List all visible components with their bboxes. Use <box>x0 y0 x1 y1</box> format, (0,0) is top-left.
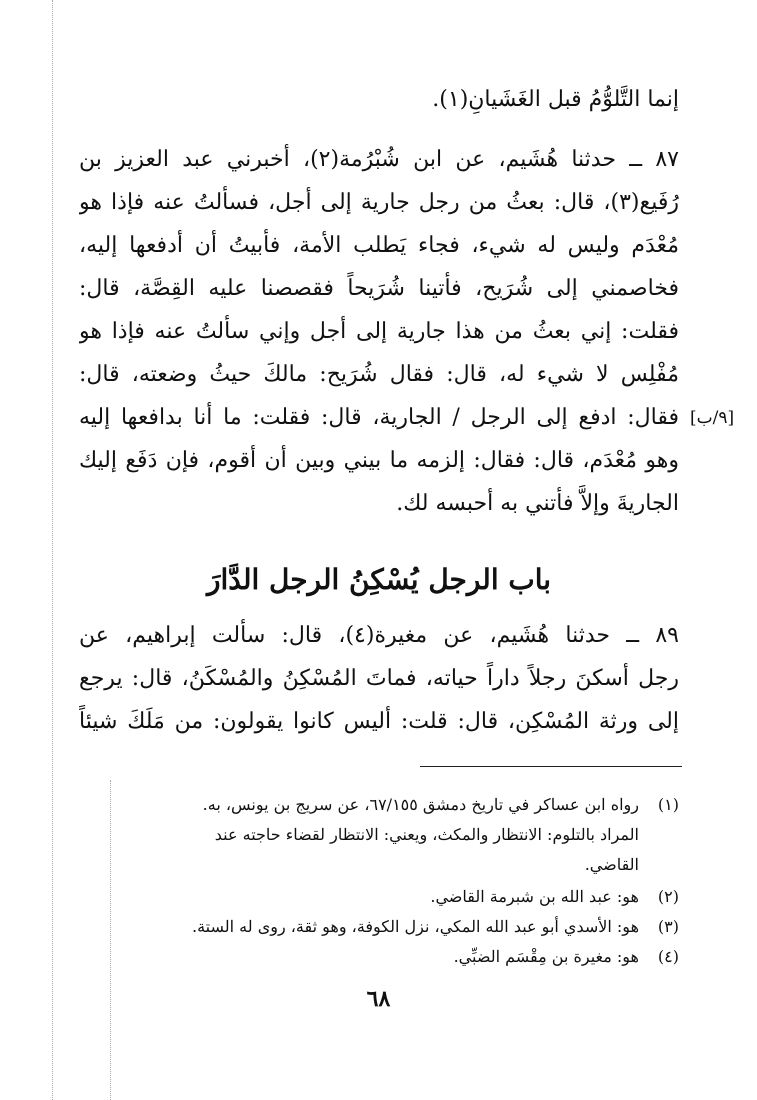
footnote-text: المراد بالتلوم: الانتظار والمكث، ويعني: الانتظار لقضاء حاجته عند <box>214 825 639 844</box>
footnote <box>79 790 679 819</box>
body-line: إنما التَّلوُّمُ قبل الغَشَيانِ(١). <box>432 87 679 112</box>
footnote-number: (٤) <box>657 947 679 966</box>
footnote-text: هو: الأسدي أبو عبد الله المكي، نزل الكوفة، وهو ثقة، روى له الستة. <box>191 917 639 936</box>
footnote-number: (٣) <box>657 917 679 936</box>
folio-margin-note: [٩/ب] <box>690 408 735 428</box>
footnote-number: (١) <box>657 795 679 814</box>
chapter-title: باب الرجل يُسْكِنُ الرجل الدَّارَ <box>206 563 552 596</box>
section-line: رجل أسكنَ رجلاً داراً حياته، فماتَ المُسْكِنُ والمُسْكَنُ، قال: يرجع <box>79 666 679 691</box>
body-line: رُفَيع(٣)، قال: بعثُ من رجل جارية إلى أجل، فسألتُ عنه فإذا هو <box>79 190 679 215</box>
footnote-separator <box>420 766 682 767</box>
page-number: ٦٨ <box>366 986 391 1012</box>
scan-margin-dots-left <box>52 0 53 1100</box>
body-line: فخاصمني إلى شُرَيح، فأتينا شُرَيحاً فقصصنا عليه القِصَّة، قال: <box>79 276 679 301</box>
footnote <box>79 912 679 941</box>
footnote <box>79 882 679 911</box>
body-line: الجاريةَ وإلاَّ فأتني به أحبسه لك. <box>396 491 679 516</box>
body-line: فقال: ادفع إلى الرجل / الجارية، قال: فقلت: ما أنا بدافعها إليه <box>79 405 679 430</box>
footnote-text: القاضي. <box>584 855 639 874</box>
body-line: مُفْلِس لا شيء له، قال: فقال شُرَيح: مالكَ حيثُ وضعته، قال: <box>79 362 679 387</box>
footnote-number: (٢) <box>657 887 679 906</box>
footnote <box>79 850 639 879</box>
body-line: ٨٧ ــ حدثنا هُشَيم، عن ابن شُبْرُمة(٢)، أخبرني عبد العزيز بن <box>79 147 679 172</box>
footnote <box>79 942 679 971</box>
section-line: إلى ورثة المُسْكِن، قال: قلت: أليس كانوا يقولون: من مَلَكَ شيئاً <box>79 709 679 734</box>
footnote-text: هو: مغيرة بن مِقْسَم الضبِّي. <box>453 947 639 966</box>
body-line: فقلت: إني بعثُ من هذا جارية إلى أجل وإني سألتُ عنه فإذا هو <box>79 319 679 344</box>
footnote-text: رواه ابن عساكر في تاريخ دمشق ٦٧/١٥٥، عن سريج بن يونس، به. <box>202 795 639 814</box>
body-line: وهو مُعْدَم، قال: فقال: إلزمه ما بيني وبين أن أقوم، فإن دَفَع إليك <box>79 448 679 473</box>
section-line: ٨٩ ــ حدثنا هُشَيم، عن مغيرة(٤)، قال: سألت إبراهيم، عن <box>79 623 679 648</box>
footnote-text: هو: عبد الله بن شبرمة القاضي. <box>430 887 639 906</box>
body-line: مُعْدَم وليس له شيء، فجاء يَطلب الأمة، فأبيتُ أن أدفعها إليه، <box>79 233 679 258</box>
footnote <box>79 820 639 849</box>
